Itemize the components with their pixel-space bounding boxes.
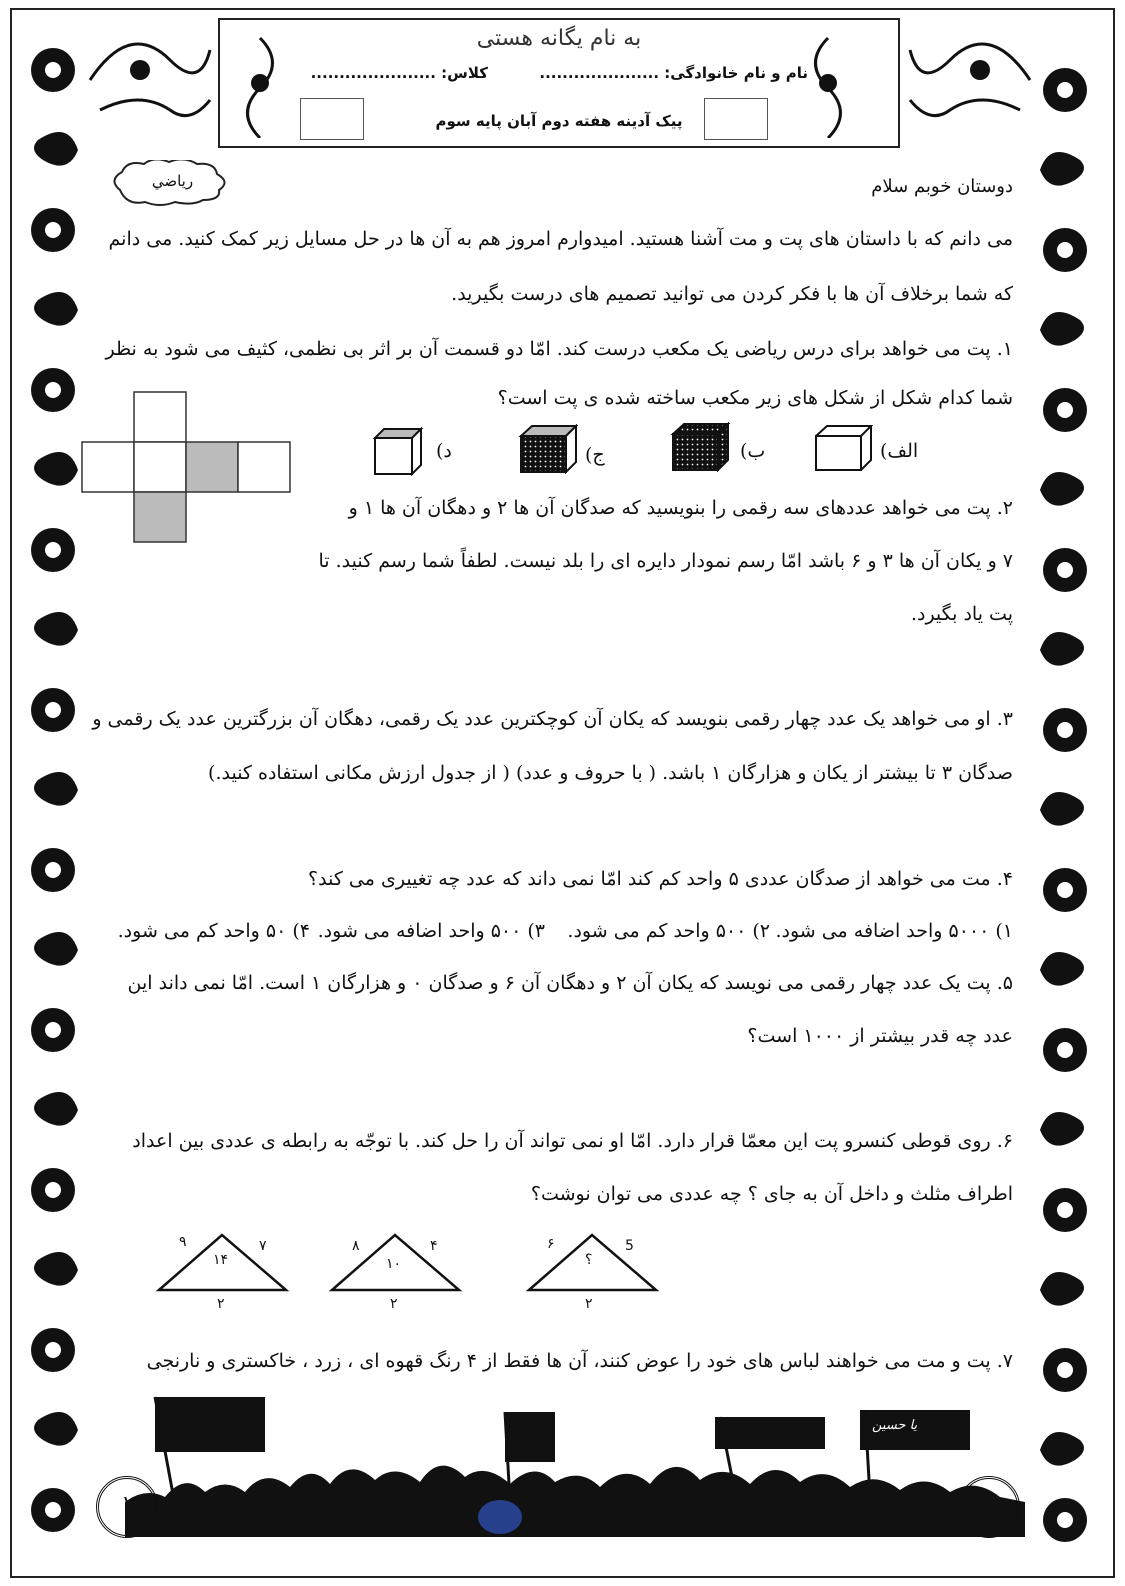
class-field[interactable]: کلاس: ...................... bbox=[310, 64, 488, 82]
triangle-3-left: ۶ bbox=[547, 1236, 555, 1252]
q1-option-alef-label: الف) bbox=[880, 440, 919, 462]
intro-line-1: می دانم که با داستان های پت و مت آشنا هستید. امیدوارم امروز هم به آن ها در حل مسایل زیر کمک کنید. می دانم bbox=[108, 228, 1013, 250]
left-floral-border bbox=[18, 30, 88, 1560]
greeting: دوستان خوبم سلام bbox=[871, 176, 1013, 197]
cube-option-jim[interactable] bbox=[518, 424, 578, 474]
triangle-3-bottom: ۲ bbox=[585, 1296, 593, 1312]
q6-line-1: ۶. روی قوطی کنسرو پت این معمّا قرار دارد. امّا او نمی تواند آن را حل کند. با توجّه به رابطه ی عددی بین اعداد bbox=[132, 1130, 1013, 1152]
triangle-1-right: ۷ bbox=[259, 1238, 267, 1254]
cube-option-alef[interactable] bbox=[813, 424, 873, 472]
student-name-field[interactable]: نام و نام خانوادگی: ..................... bbox=[539, 64, 808, 82]
triangle-2-right: ۴ bbox=[430, 1238, 438, 1254]
triangle-3-right: 5 bbox=[625, 1238, 634, 1254]
top-right-ornament bbox=[900, 20, 1040, 130]
worksheet-week-title: پیک آدینه هفته دوم آبان پایه سوم bbox=[435, 112, 683, 130]
cube-option-dal[interactable] bbox=[372, 426, 424, 476]
header-ornament-right bbox=[798, 28, 858, 138]
q3-line-2: صدگان ۳ تا بیشتر از یکان و هزارگان ۱ باشد. ( با حروف و عدد) ( از جدول ارزش مکانی استفاده کنید.) bbox=[208, 762, 1013, 784]
q1-line-2: شما کدام شکل از شکل های زیر مکعب ساخته شده ی پت است؟ bbox=[497, 387, 1013, 409]
muharram-silhouette-banner bbox=[125, 1392, 1025, 1537]
right-floral-border bbox=[1030, 30, 1100, 1560]
school-logo-right bbox=[704, 98, 768, 140]
banner-text: یا حسین bbox=[872, 1418, 918, 1433]
q2-line-2: ۷ و یکان آن ها ۳ و ۶ باشد امّا رسم نمودار دایره ای را بلد نیست. لطفاً شما رسم کنید. تا bbox=[318, 550, 1013, 572]
q4-option-3[interactable]: ۳) ۵۰۰ واحد اضافه می شود. bbox=[317, 920, 545, 942]
q5-line-2: عدد چه قدر بیشتر از ۱۰۰۰ است؟ bbox=[747, 1025, 1013, 1047]
school-logo-left bbox=[300, 98, 364, 140]
triangle-2-center: ۱۰ bbox=[386, 1256, 402, 1272]
header-title: به نام یگانه هستی bbox=[476, 26, 642, 51]
intro-line-2: که شما برخلاف آن ها با فکر کردن می توانید تصمیم های درست بگیرید. bbox=[451, 283, 1013, 305]
triangle-2 bbox=[328, 1232, 463, 1320]
triangle-3-center: ؟ bbox=[585, 1252, 593, 1268]
q3-line-1: ۳. او می خواهد یک عدد چهار رقمی بنویسد که یکان آن کوچکترین عدد یک رقمی، دهگان آن بزرگترین عدد یک رقمی و bbox=[92, 708, 1013, 730]
header-ornament-left bbox=[230, 28, 290, 138]
q5-line-1: ۵. پت یک عدد چهار رقمی می نویسد که یکان آن ۲ و دهگان آن ۶ و صدگان ۰ و هزارگان ۱ است. امّا نمی داند این bbox=[127, 972, 1013, 994]
page-number: ۱ bbox=[96, 1476, 158, 1538]
q4-option-2[interactable]: ۲) ۵۰۰ واحد کم می شود. bbox=[567, 920, 770, 942]
triangle-1 bbox=[155, 1232, 290, 1320]
triangle-2-bottom: ۲ bbox=[390, 1296, 398, 1312]
q4-option-4[interactable]: ۴) ۵۰ واحد کم می شود. bbox=[117, 920, 310, 942]
q4-line: ۴. مت می خواهد از صدگان عددی ۵ واحد کم کند امّا نمی داند که عدد چه تغییری می کند؟ bbox=[308, 868, 1013, 890]
cube-option-be[interactable] bbox=[670, 422, 730, 472]
worksheet-header bbox=[218, 18, 900, 148]
q7-line: ۷. پت و مت می خواهند لباس های خود را عوض کنند، آن ها فقط از ۴ رنگ قهوه ای ، زرد ، خاکستری و نارنجی bbox=[146, 1350, 1013, 1372]
q1-line-1: ۱. پت می خواهد برای درس ریاضی یک مکعب درست کند. امّا دو قسمت آن بر اثر بی نظمی، کثیف می شود به نظر bbox=[105, 338, 1013, 360]
q1-option-be-label: ب) bbox=[740, 440, 766, 462]
q1-option-dal-label: د) bbox=[436, 440, 452, 462]
top-left-ornament bbox=[80, 20, 220, 130]
triangle-3 bbox=[525, 1232, 660, 1320]
q1-option-jim-label: ج) bbox=[585, 444, 605, 466]
q6-line-2: اطراف مثلث و داخل آن به جای ؟ چه عددی می توان نوشت؟ bbox=[530, 1183, 1013, 1205]
footer-logo bbox=[478, 1500, 522, 1534]
triangle-2-left: ۸ bbox=[352, 1238, 360, 1254]
q4-option-1[interactable]: ۱) ۵۰۰۰ واحد اضافه می شود. bbox=[775, 920, 1013, 942]
q2-line-1: ۲. پت می خواهد عددهای سه رقمی را بنویسید که صدگان آن ها ۲ و دهگان آن ها ۱ و bbox=[348, 497, 1013, 519]
subject-label: رياضي bbox=[151, 172, 194, 190]
q2-line-3: پت یاد بگیرد. bbox=[910, 603, 1013, 625]
triangle-1-left: ۹ bbox=[179, 1234, 187, 1250]
cube-net-diagram bbox=[80, 390, 295, 545]
triangle-1-center: ۱۴ bbox=[213, 1252, 229, 1268]
triangle-1-bottom: ۲ bbox=[217, 1296, 225, 1312]
seal-medallion bbox=[958, 1476, 1020, 1538]
